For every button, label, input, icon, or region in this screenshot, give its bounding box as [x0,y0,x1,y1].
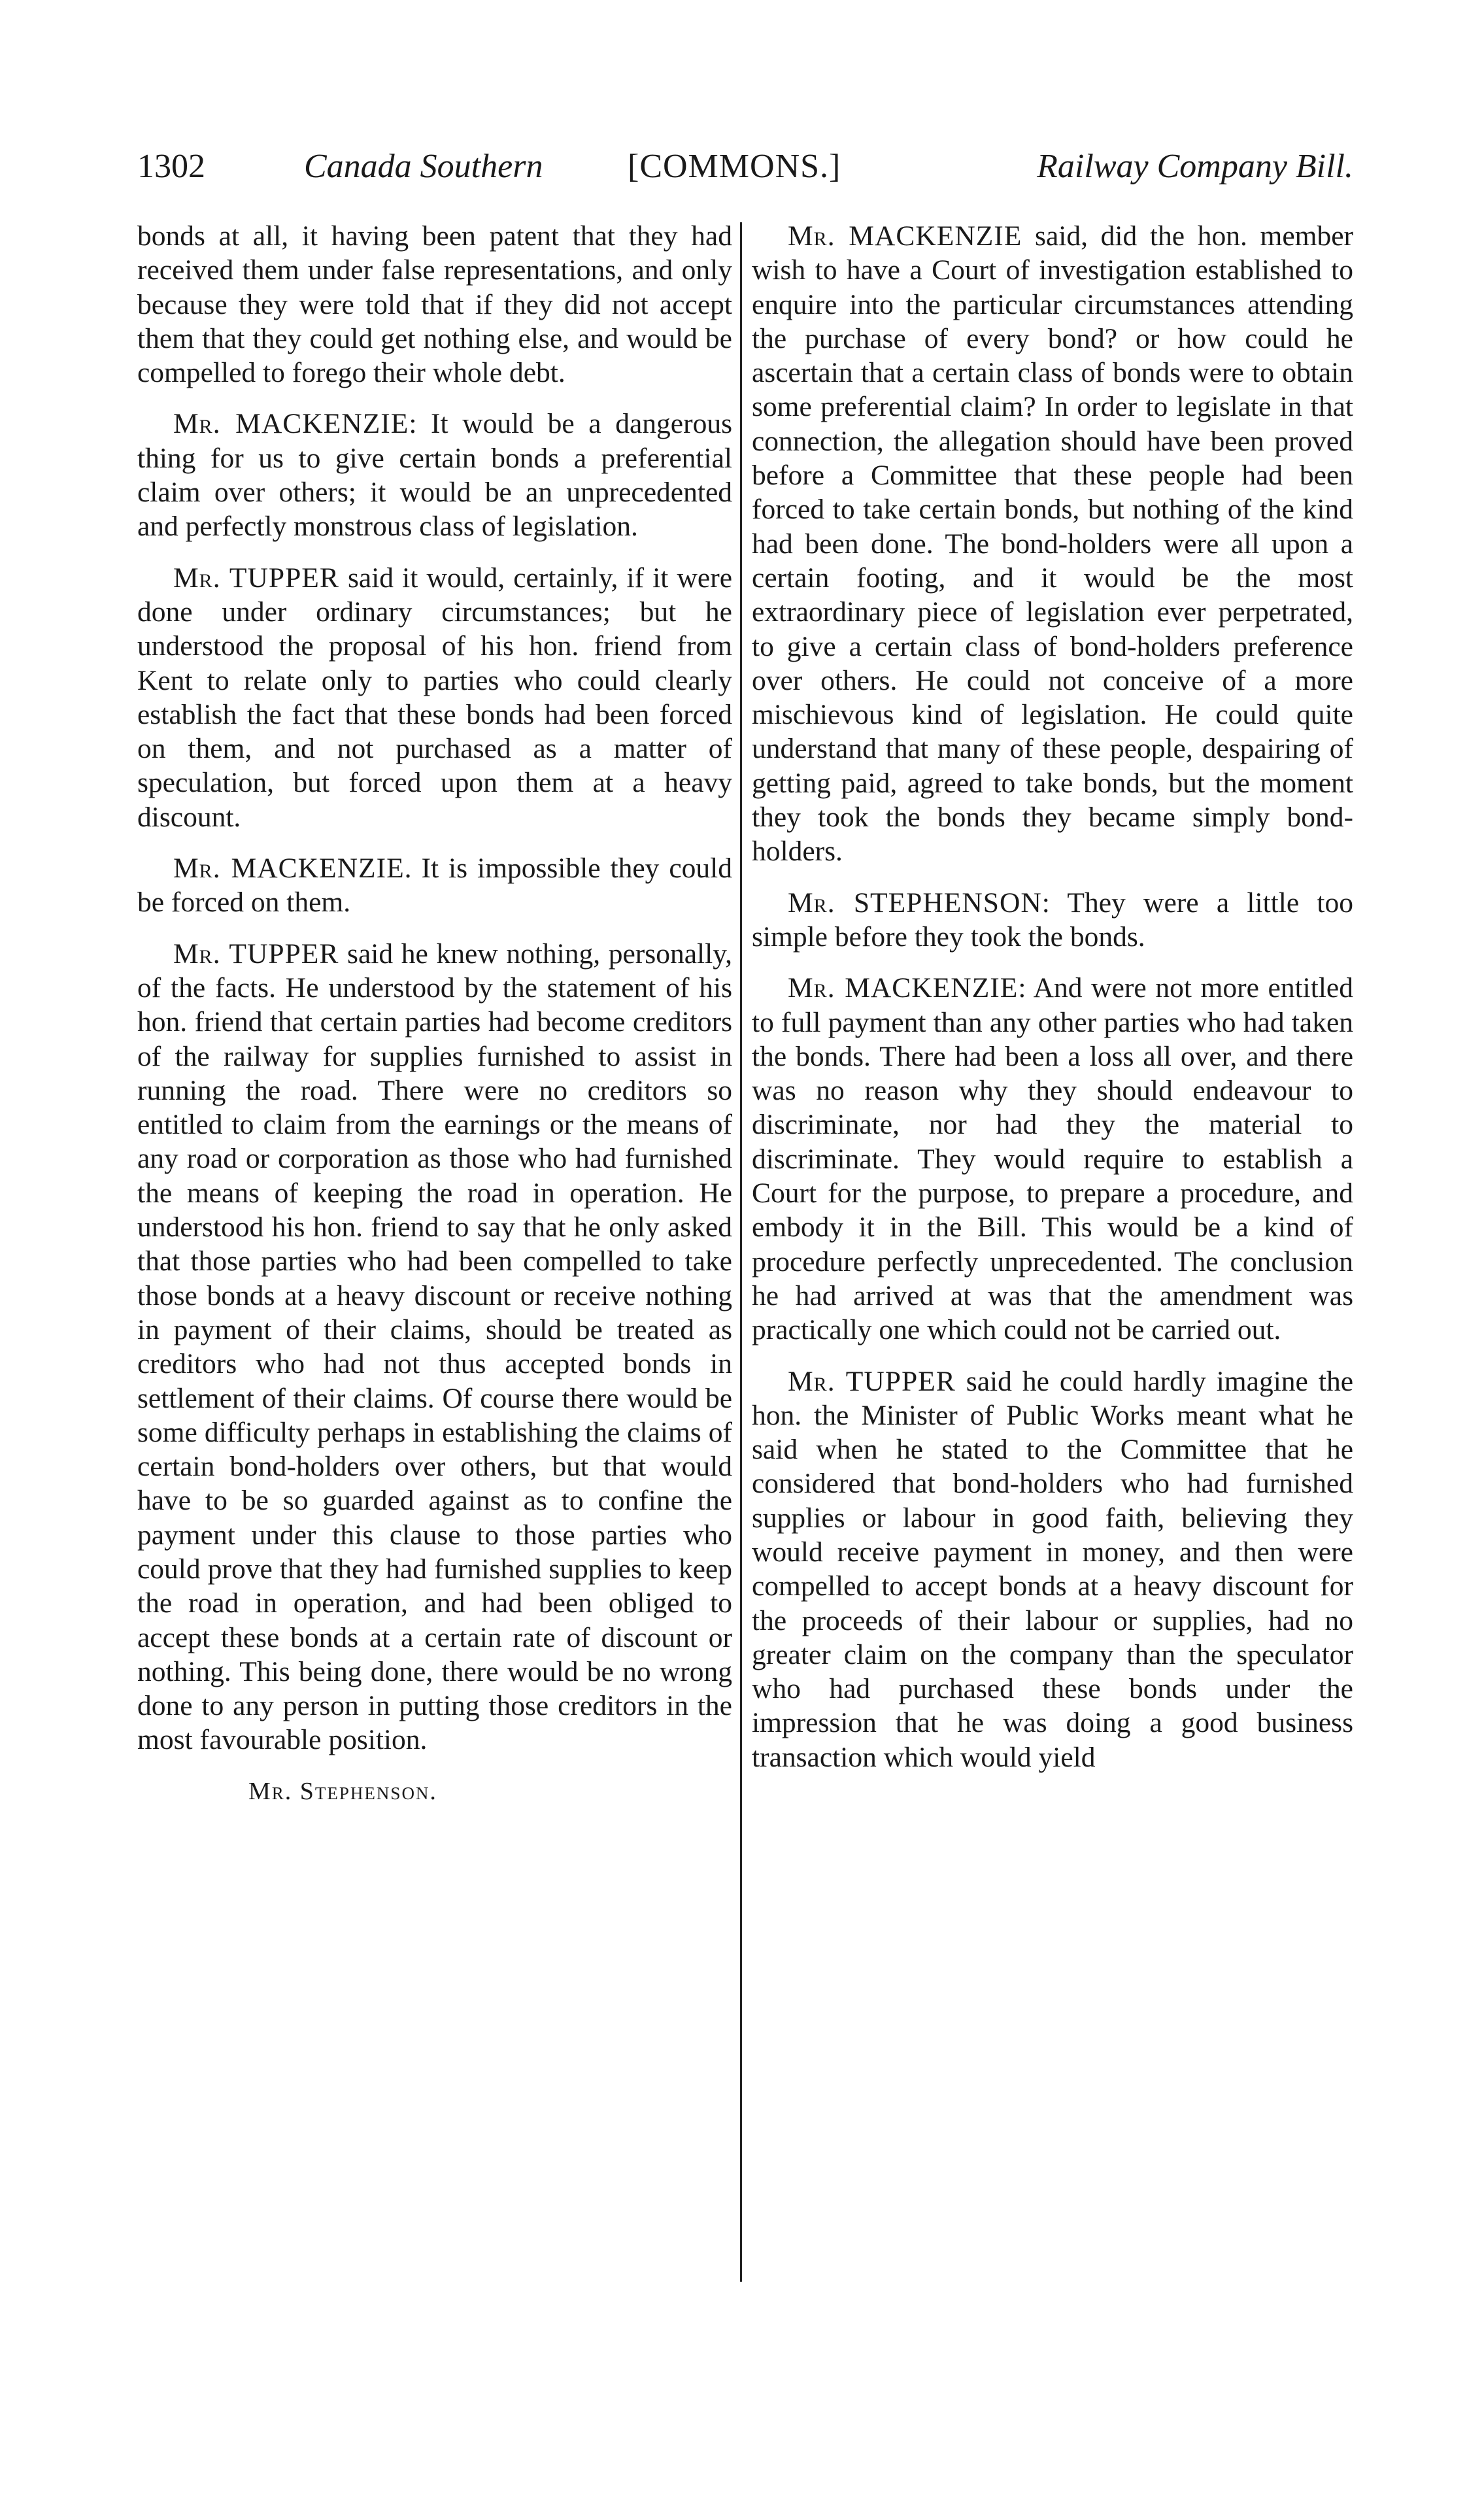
page-number: 1302 [137,148,205,185]
paragraph-text: said it would, certainly, if it were done under ordinary circumstances; but he understood the proposal of his hon. friend from Kent to relate only to parties who could clearly establish the fact that these bonds had been forced on them, and not purchased as a matter of speculation, but forced upon them at a heavy discount. [137,562,733,833]
speaker-name: Mr. STEPHENSON [788,887,1042,919]
paragraph-text: : They were a little too simple before they took the bonds. [752,887,1353,953]
speaker-name: Mr. MACKENZIE [788,972,1019,1004]
paragraph-text: said, did the hon. member wish to have a Court of investigation established to enquire into the particular circumstances attending the purchase of every bond? or how could he ascertain that a certain class of bonds were to obtain some preferential claim? In order to legislate in that connection, the allegation should have been proved before a Committee that these people had been forced to take certain bonds, but nothing of the kind had been done. The bond-holders were all upon a certain footing, and it would be the most extraordinary piece of legislation ever perpetrated, to give a certain class of bond-holders preference over others. He could not conceive of a more mischievous kind of legislation. He could quite understand that many of these people, despairing of getting paid, agreed to take bonds, but the moment they took the bonds they became simply bond-holders. [752,220,1354,868]
paragraph [137,851,732,920]
paragraph-text: : It would be a dangerous thing for us to give certain bonds a preferential claim over others; it would be an unprecedented and perfectly monstrous class of legislation. [137,408,732,543]
header-left-title: Canada Southern [304,148,543,185]
header-right-title: Railway Company Bill. [1037,148,1353,185]
left-column [137,219,732,1825]
paragraph-text: . It is impossible they could be forced on them. [137,853,732,919]
paragraph-text: said he could hardly imagine the hon. the Minister of Public Works meant what he said when he stated to the Committee that he considered that bond-holders who had furnished supplies or labour in good faith, believing they would receive payment in money, and then were compelled to accept bonds at a heavy discount for the proceeds of their labour or supplies, had no greater claim on the company than the speculator who had purchased these bonds under the impression that he was doing a good business transaction which would yield [752,1365,1353,1773]
paragraph [137,407,732,543]
speaker-name: Mr. MACKENZIE [788,220,1022,252]
speaker-name: Mr. TUPPER [788,1365,956,1397]
paragraph-text: said he knew nothing, personally, of the facts. He understood by the statement of his hon. friend that certain parties had become creditors of the railway for supplies furnished to assist in running the road. There were no creditors so entitled to claim from the earnings or the means of any road or corporation as those who had furnished the means of keeping the road in operation. He understood his hon. friend to say that he only asked that those parties who had been compelled to take those bonds at a heavy discount or receive nothing in payment of their claims, should be treated as creditors who had not thus accepted bonds in settlement of their claims. Of course there would be some difficulty perhaps in establishing the claims of certain bond-holders over others, but that would have to be so guarded against as to confine the payment under this clause to those parties who could prove that they had furnished supplies to keep the road in operation, and had been obliged to accept these bonds at a certain rate of discount or nothing. This being done, there would be no wrong done to any person in putting those creditors in the most favourable position. [137,938,733,1756]
paragraph [752,886,1353,955]
paragraph [752,1364,1353,1775]
paragraph [137,937,732,1757]
speaker-name: Mr. TUPPER [173,938,339,970]
paragraph-text: : And were not more entitled to full payment than any other parties who had taken the bonds. There had been a loss all over, and there was no reason why they should endeavour to discriminate, nor had they the material to discriminate. They would require to establish a Court for the purpose, to prepare a procedure, and embody it in the Bill. This would be a kind of procedure perfectly unprecedented. The conclusion he had arrived at was that the amendment was practically one which could not be carried out. [752,972,1353,1346]
speaker-name: Mr. TUPPER [173,562,339,594]
column-divider [740,222,742,2282]
paragraph-text: bonds at all, it having been patent that they had received them under false representations, and only because they were told that if they did not accept them that they could get nothing else, and would be compelled to forego their whole debt. [137,220,732,389]
right-column [752,219,1353,1791]
speaker-signature: Mr. Stephenson. [248,1777,437,1805]
speaker-name: Mr. MACKENZIE [173,853,405,885]
running-header [137,147,1353,199]
speaker-name: Mr. MACKENZIE [173,408,409,440]
paragraph [137,219,732,390]
paragraph [752,971,1353,1347]
paragraph [752,219,1353,869]
header-center-title: [COMMONS.] [628,148,841,185]
paragraph [137,561,732,834]
